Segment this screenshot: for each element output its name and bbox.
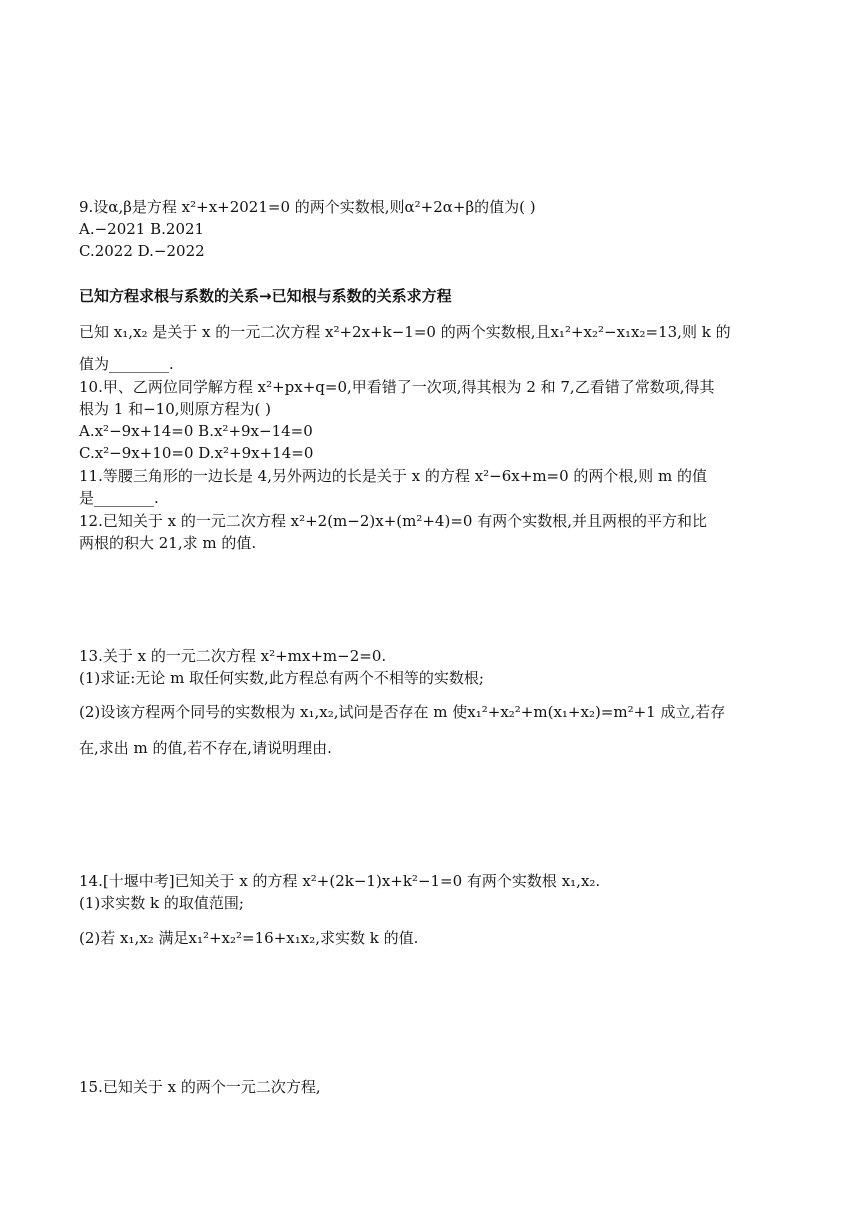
q13-part2-line1: (2)设该方程两个同号的实数根为 x₁,x₂,试问是否存在 m 使x₁²+x₂²+m(x₁+x₂)=m²+1 成立,若存: [79, 703, 726, 721]
q11-line1: 11.等腰三角形的一边长是 4,另外两边的长是关于 x 的方程 x²−6x+m=0 的两个根,则 m 的值: [79, 467, 707, 485]
q9-options-row2: C.2022 D.−2022: [79, 242, 205, 260]
q13-stem: 13.关于 x 的一元二次方程 x²+mx+m−2=0.: [79, 647, 387, 665]
example-line1: 已知 x₁,x₂ 是关于 x 的一元二次方程 x²+2x+k−1=0 的两个实数根,且x₁²+x₂²−x₁x₂=13,则 k 的: [79, 323, 731, 341]
q15-stem: 15.已知关于 x 的两个一元二次方程,: [79, 1078, 321, 1096]
q10-line2: 根为 1 和−10,则原方程为( ): [79, 400, 271, 418]
q10-options-row1: A.x²−9x+14=0 B.x²+9x−14=0: [79, 422, 313, 440]
q10-line1: 10.甲、乙两位同学解方程 x²+px+q=0,甲看错了一次项,得其根为 2 和 7,乙看错了常数项,得其: [79, 378, 715, 396]
q11-line2: 是________.: [79, 489, 159, 507]
q12-line2: 两根的积大 21,求 m 的值.: [79, 534, 257, 552]
section-heading: 已知方程求根与系数的关系→已知根与系数的关系求方程: [79, 287, 452, 305]
q14-stem: 14.[十堰中考]已知关于 x 的方程 x²+(2k−1)x+k²−1=0 有两个实数根 x₁,x₂.: [79, 872, 601, 890]
q14-part1: (1)求实数 k 的取值范围;: [79, 894, 244, 912]
q13-part2-line2: 在,求出 m 的值,若不存在,请说明理由.: [79, 739, 332, 757]
q9-stem: 9.设α,β是方程 x²+x+2021=0 的两个实数根,则α²+2α+β的值为( ): [79, 198, 536, 216]
example-line2: 值为________.: [79, 355, 174, 373]
q10-options-row2: C.x²−9x+10=0 D.x²+9x+14=0: [79, 444, 314, 462]
q13-part1: (1)求证:无论 m 取任何实数,此方程总有两个不相等的实数根;: [79, 669, 484, 687]
q14-part2: (2)若 x₁,x₂ 满足x₁²+x₂²=16+x₁x₂,求实数 k 的值.: [79, 929, 419, 947]
q12-line1: 12.已知关于 x 的一元二次方程 x²+2(m−2)x+(m²+4)=0 有两个实数根,并且两根的平方和比: [79, 512, 707, 530]
q9-options-row1: A.−2021 B.2021: [79, 220, 205, 238]
